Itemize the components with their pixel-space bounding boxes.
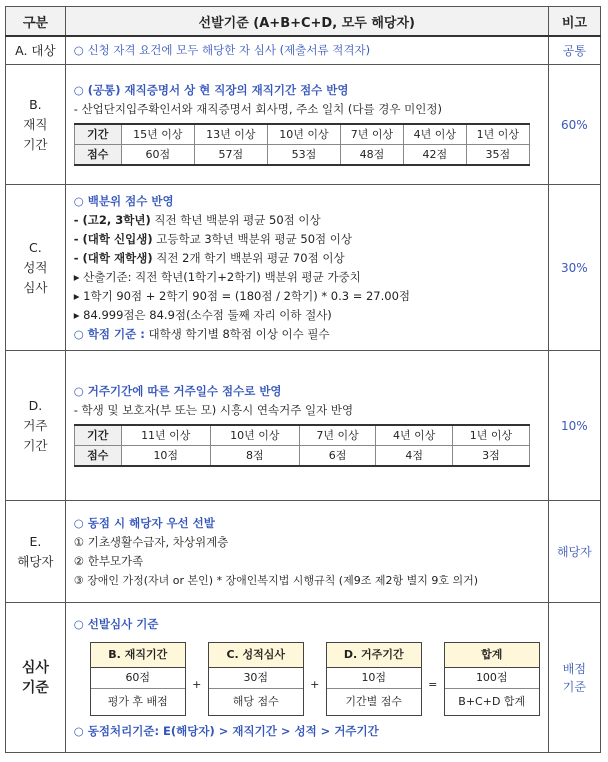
score-box-value: 100점	[445, 668, 539, 689]
period-cell: 7년 이상	[299, 425, 376, 446]
score-box-grades	[208, 642, 304, 716]
score-box-desc: B+C+D 합계	[458, 694, 526, 708]
grades-calc-example: ▸ 1학기 90점 + 2학기 90점 = (180점 / 2학기) * 0.3 = 27.00점	[73, 288, 411, 303]
residence-period-row	[74, 425, 529, 446]
header-note: 비고	[548, 7, 600, 37]
grades-item-label: - (대학 신입생)	[73, 231, 153, 246]
score-box-value: 10점	[327, 668, 421, 689]
score-cell: 3점	[453, 446, 530, 467]
priority-item: ③ 장애인 가정(자녀 or 본인) * 장애인복지법 시행규칙 (제9조 제2항 별지 9호 의거)	[73, 573, 479, 587]
score-cell: 42점	[403, 145, 466, 166]
residence-score-table	[74, 424, 530, 467]
row-residence-note: 10%	[548, 351, 600, 501]
row-criteria-note	[548, 603, 600, 753]
category-label: 재직	[23, 116, 48, 132]
score-box-desc: 평가 후 배점	[107, 694, 168, 708]
category-label: 성적	[23, 259, 48, 275]
credit-rule-text: 대학생 학기별 8학점 이상 이수 필수	[144, 326, 330, 341]
grades-item-label: - (고2, 3학년)	[73, 212, 151, 227]
grades-item	[74, 211, 540, 230]
priority-item: ① 기초생활수급자, 차상위계층	[73, 534, 229, 549]
row-target	[6, 36, 601, 65]
row-employment-category	[6, 65, 66, 185]
row-employment-note: 60%	[548, 65, 600, 185]
score-cell: 57점	[194, 145, 267, 166]
employment-heading: ○ (공통) 재직증명서 상 현 직장의 재직기간 점수 반영	[73, 83, 349, 97]
score-label: 점수	[74, 145, 121, 166]
score-box-total	[444, 642, 540, 716]
row-grades-note: 30%	[548, 185, 600, 351]
score-cell: 6점	[299, 446, 376, 467]
period-cell: 11년 이상	[121, 425, 210, 446]
residence-score-row	[74, 446, 529, 467]
note-label: 기준	[562, 679, 586, 694]
note-label: 배점	[562, 661, 586, 676]
category-label: D.	[28, 397, 43, 413]
row-residence-category	[6, 351, 66, 501]
grades-item-text: 직전 2개 학기 백분위 평균 70점 이상	[152, 250, 345, 265]
period-cell: 4년 이상	[403, 124, 466, 145]
row-grades-category	[6, 185, 66, 351]
employment-period-row	[74, 124, 529, 145]
category-label: B.	[29, 96, 42, 112]
period-label: 기간	[74, 425, 121, 446]
grades-heading: ○ 백분위 점수 반영	[73, 193, 174, 208]
score-cell: 8점	[210, 446, 299, 467]
grades-item	[74, 249, 540, 268]
score-cell: 35점	[466, 145, 529, 166]
criteria-heading: ○ 선발심사 기준	[73, 616, 159, 631]
period-cell: 1년 이상	[453, 425, 530, 446]
residence-heading: ○ 거주기간에 따른 거주일수 점수로 반영	[73, 384, 282, 398]
period-cell: 10년 이상	[210, 425, 299, 446]
header-category: 구분	[6, 7, 66, 37]
category-label: C.	[29, 239, 42, 255]
row-employment-body	[65, 65, 548, 185]
score-box-desc: 해당 점수	[232, 694, 279, 708]
header-criteria: 선발기준 (A+B+C+D, 모두 해당자)	[65, 7, 548, 37]
score-box-desc: 기간별 점수	[345, 694, 403, 708]
category-label: 기준	[21, 679, 49, 696]
grades-calc-rounding: ▸ 84.999점은 84.9점(소수점 둘째 자리 이하 절사)	[73, 307, 332, 322]
category-label: E.	[29, 533, 42, 549]
row-target-category: A. 대상	[6, 36, 66, 65]
score-box-residence	[326, 642, 422, 716]
row-priority-body	[65, 501, 548, 603]
row-grades-body	[65, 185, 548, 351]
period-label: 기간	[74, 124, 121, 145]
score-cell: 60점	[121, 145, 194, 166]
category-label: 심사	[21, 659, 49, 676]
score-formula	[90, 642, 540, 716]
row-priority	[6, 501, 601, 603]
residence-detail: - 학생 및 보호자(부 또는 모) 시흥시 연속거주 일자 반영	[73, 403, 354, 417]
period-cell: 15년 이상	[121, 124, 194, 145]
grades-calc-basis: ▸ 산출기준: 직전 학년(1학기+2학기) 백분위 평균 가중치	[73, 269, 361, 284]
selection-criteria-table	[5, 6, 601, 753]
row-grades	[6, 185, 601, 351]
row-residence	[6, 351, 601, 501]
period-cell: 13년 이상	[194, 124, 267, 145]
category-label: 기간	[23, 437, 48, 453]
row-employment	[6, 65, 601, 185]
score-cell: 53점	[267, 145, 340, 166]
period-cell: 4년 이상	[376, 425, 453, 446]
score-label: 점수	[74, 446, 121, 467]
score-box-employment	[90, 642, 186, 716]
row-target-note: 공통	[548, 36, 600, 65]
score-box-title: 합계	[445, 643, 539, 668]
grades-item-label: - (대학 재학생)	[73, 250, 153, 265]
header-row	[6, 7, 601, 37]
category-label: 해당자	[17, 553, 54, 569]
period-cell: 1년 이상	[466, 124, 529, 145]
employment-score-row	[74, 145, 529, 166]
row-criteria-body	[65, 603, 548, 753]
grades-item-text: 고등학교 3학년 백분위 평균 50점 이상	[152, 231, 353, 246]
category-label: 기간	[23, 136, 48, 152]
score-box-title: D. 거주기간	[327, 643, 421, 668]
grades-credit-rule	[74, 325, 540, 344]
score-box-value: 60점	[91, 668, 185, 689]
credit-rule-label: ○ 학점 기준 :	[73, 326, 145, 341]
row-residence-body	[65, 351, 548, 501]
score-cell: 4점	[376, 446, 453, 467]
priority-item: ② 한부모가족	[73, 553, 144, 568]
period-cell: 10년 이상	[267, 124, 340, 145]
row-criteria-category	[6, 603, 66, 753]
plus-operator: +	[310, 678, 320, 691]
category-label: 심사	[23, 279, 48, 295]
row-priority-category	[6, 501, 66, 603]
row-criteria	[6, 603, 601, 753]
plus-operator: +	[192, 678, 202, 691]
score-cell: 10점	[121, 446, 210, 467]
row-target-text: ○ 신청 자격 요건에 모두 해당한 자 심사 (제출서류 적격자)	[65, 36, 548, 65]
employment-detail: - 산업단지입주확인서와 재직증명서 회사명, 주소 일치 (다를 경우 미인정)	[73, 102, 442, 116]
grades-item	[74, 230, 540, 249]
score-box-value: 30점	[209, 668, 303, 689]
score-box-title: C. 성적심사	[209, 643, 303, 668]
category-label: 거주	[23, 417, 48, 433]
row-priority-note: 해당자	[548, 501, 600, 603]
score-cell: 48점	[340, 145, 403, 166]
score-box-title: B. 재직기간	[91, 643, 185, 668]
period-cell: 7년 이상	[340, 124, 403, 145]
priority-heading: ○ 동점 시 해당자 우선 선발	[73, 515, 215, 530]
employment-score-table	[74, 123, 530, 166]
grades-item-text: 직전 학년 백분위 평균 50점 이상	[150, 212, 321, 227]
equals-operator: =	[428, 678, 438, 691]
tie-break-rule: ○ 동점처리기준: E(해당자) > 재직기간 > 성적 > 거주기간	[73, 723, 379, 738]
